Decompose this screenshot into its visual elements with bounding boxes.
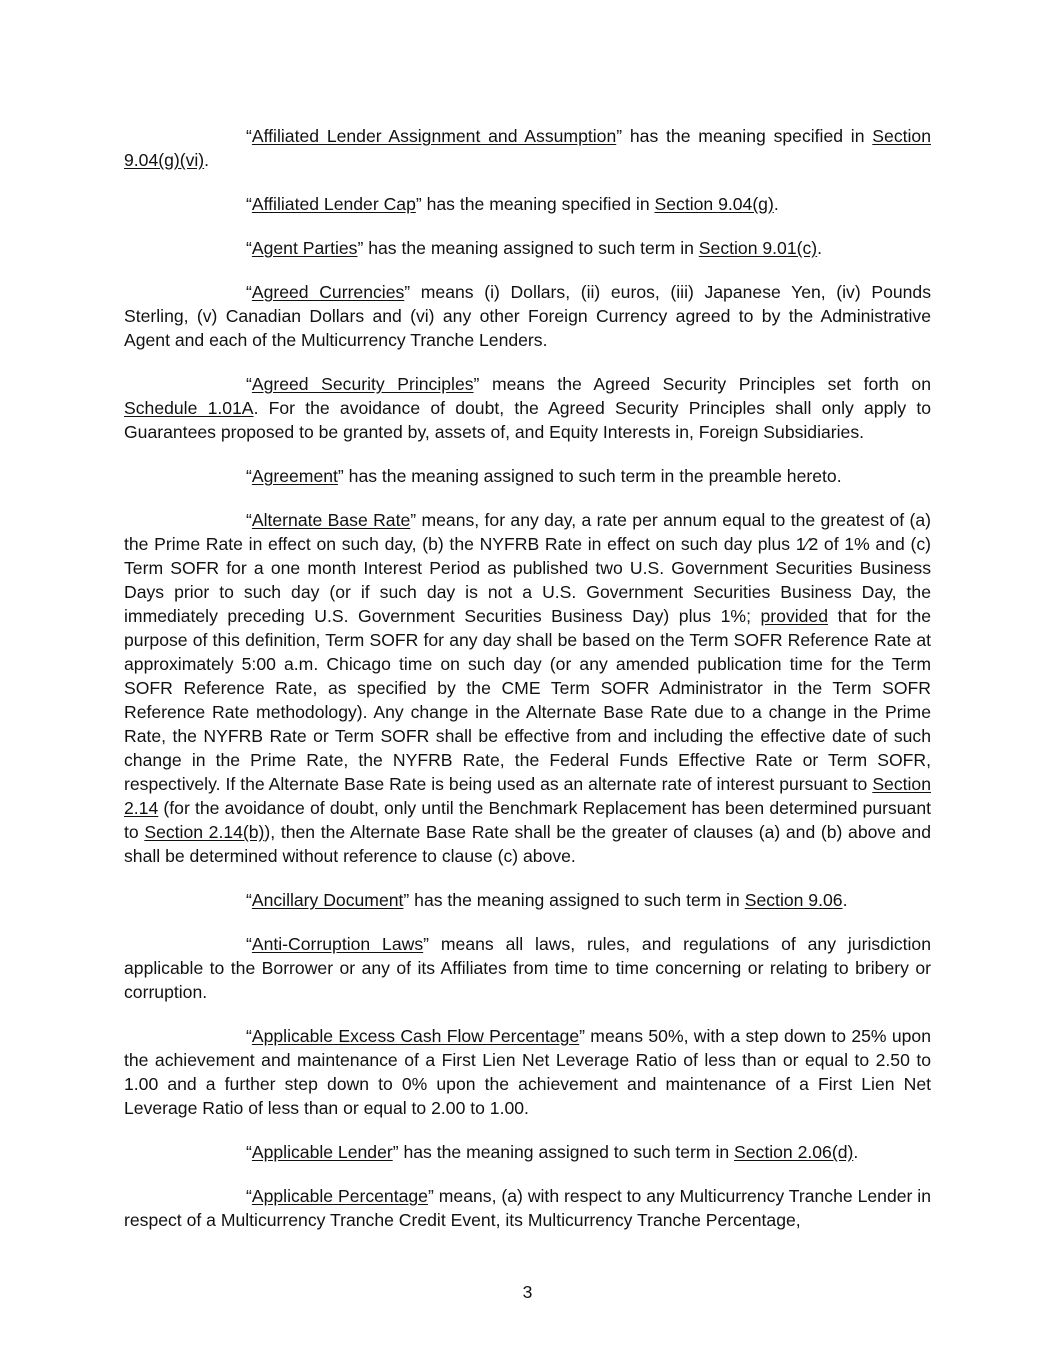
definition-alternate-base-rate [124,508,931,868]
definition-text: “ [246,126,252,146]
definition-text: “ [246,374,252,394]
definition-text: “ [246,510,252,530]
definition-text: “ [246,466,252,486]
underlined-term: Affiliated Lender Cap [251,194,416,214]
definition-text: ” has the meaning assigned to such term in [357,238,699,258]
definition-applicable-lender [124,1140,931,1164]
definition-affiliated-lender-cap [124,192,931,216]
underlined-term: Alternate Base Rate [251,510,411,530]
underlined-term: Section 9.06 [744,890,843,910]
definition-text: ” has the meaning assigned to such term in [403,890,745,910]
definition-text: ” means, (a) with respect to any Multicurrency Tranche Lender in respect of a Multicurrency Tranche Credit Event, its Multicurrency Tranche Percentage, [124,1186,931,1230]
paragraph-gap [124,912,931,932]
paragraph-gap [124,260,931,280]
underlined-term: Section 2.14 [124,774,931,818]
definition-text: . [773,194,779,214]
definition-agent-parties [124,236,931,260]
underlined-term: Applicable Excess Cash Flow Percentage [251,1026,580,1046]
definition-text: “ [246,238,252,258]
definition-text: (for the avoidance of doubt, only until the Benchmark Replacement has been determined pursuant to [124,798,931,842]
paragraph-gap [124,1004,931,1024]
definition-text: ” means the Agreed Security Principles set forth on [473,374,931,394]
underlined-term: Anti-Corruption Laws [251,934,424,954]
underlined-term: Section 9.04(g)(vi) [124,126,931,170]
definition-applicable-percentage [124,1184,931,1232]
underlined-term: Applicable Percentage [251,1186,428,1206]
definition-text: ” means, for any day, a rate per annum equal to the greatest of (a) the Prime Rate in effect on such day, (b) the NYFRB Rate in effect on such day plus 1⁄2 of 1% and (c) Term SOFR for a one month Interest Period as published two U.S. Government Securities Business Days prior to such day (or if such day is not a U.S. Government Securities Business Day, the immediately preceding U.S. Government Securities Business Day) plus 1%; [124,510,931,626]
definition-text: . For the avoidance of doubt, the Agreed Security Principles shall only apply to Guarantees proposed to be granted by, assets of, and Equity Interests in, Foreign Subsidiaries. [124,398,931,442]
definition-text: ” has the meaning specified in [616,126,873,146]
underlined-term: Ancillary Document [251,890,404,910]
definition-text: ” has the meaning assigned to such term in the preamble hereto. [337,466,842,486]
underlined-term: Applicable Lender [251,1142,393,1162]
underlined-term: Agreed Currencies [251,282,405,302]
definition-affiliated-lender-assignment [124,124,931,172]
paragraph-gap [124,216,931,236]
definition-text: . [842,890,848,910]
definition-agreed-currencies [124,280,931,352]
definition-text: ” means (i) Dollars, (ii) euros, (iii) Japanese Yen, (iv) Pounds Sterling, (v) Canadian Dollars and (vi) any other Foreign Currency agreed to by the Administrative Agent and each of the Multicurrency Tranche Lenders. [124,282,932,350]
underlined-term: Section 2.06(d) [734,1142,854,1162]
definition-text: ” has the meaning assigned to such term in [392,1142,735,1162]
definition-text: “ [246,282,252,302]
definition-ancillary-document [124,888,931,912]
definition-text: “ [246,194,252,214]
definition-text: ” has the meaning specified in [415,194,655,214]
definition-text: “ [246,1026,252,1046]
definition-text: . [817,238,823,258]
paragraph-gap [124,352,931,372]
definition-anti-corruption-laws [124,932,931,1004]
definition-agreed-security-principles [124,372,931,444]
definition-text: ” means 50%, with a step down to 25% upon the achievement and maintenance of a First Lien Net Leverage Ratio of less than or equal to 2.50 to 1.00 and a further step down to 0% upon the achievement and maintenance of a First Lien Net Leverage Ratio of less than or equal to 2.00 to 1.00. [124,1026,931,1118]
underlined-term: Agent Parties [251,238,358,258]
definition-text: ), then the Alternate Base Rate shall be the greater of clauses (a) and (b) above and shall be determined without reference to clause (c) above. [124,822,931,866]
definition-text: that for the purpose of this definition, Term SOFR for any day shall be based on the Term SOFR Reference Rate at approximately 5:00 a.m. Chicago time on such day (or any amended publication time for the Term SOFR Reference Rate, as specified by the CME Term SOFR Administrator in the Term SOFR Reference Rate methodology). Any change in the Alternate Base Rate due to a change in the Prime Rate, the NYFRB Rate or Term SOFR shall be effective from and including the effective date of such change in the Prime Rate, the NYFRB Rate, the Federal Funds Effective Rate or Term SOFR, respectively. If the Alternate Base Rate is being used as an alternate rate of interest pursuant to [124,606,932,794]
definition-text: . [204,150,210,170]
underlined-term: Section 9.01(c) [698,238,818,258]
definition-text: . [853,1142,859,1162]
paragraph-gap [124,1120,931,1140]
paragraph-gap [124,488,931,508]
paragraph-gap [124,172,931,192]
underlined-term: Agreement [251,466,338,486]
paragraph-gap [124,868,931,888]
underlined-term: Agreed Security Principles [251,374,474,394]
definition-applicable-excess-cash-flow-percentage [124,1024,931,1120]
underlined-term: Schedule 1.01A [124,398,254,418]
paragraph-gap [124,1164,931,1184]
definition-text: ” means all laws, rules, and regulations of any jurisdiction applicable to the Borrower or any of its Affiliates from time to time concerning or relating to bribery or corruption. [124,934,932,1002]
underlined-term: Section 9.04(g) [654,194,774,214]
document-page [124,124,931,1232]
paragraph-gap [124,444,931,464]
definition-text: “ [246,890,252,910]
definition-text: “ [246,934,252,954]
underlined-term: Affiliated Lender Assignment and Assumption [251,126,617,146]
definitions-list [124,124,931,1232]
definition-text: “ [246,1142,252,1162]
page-number: 3 [522,1282,533,1302]
definition-agreement [124,464,931,488]
underlined-term: Section 2.14(b) [144,822,265,842]
underlined-term: provided [760,606,829,626]
definition-text: “ [246,1186,252,1206]
